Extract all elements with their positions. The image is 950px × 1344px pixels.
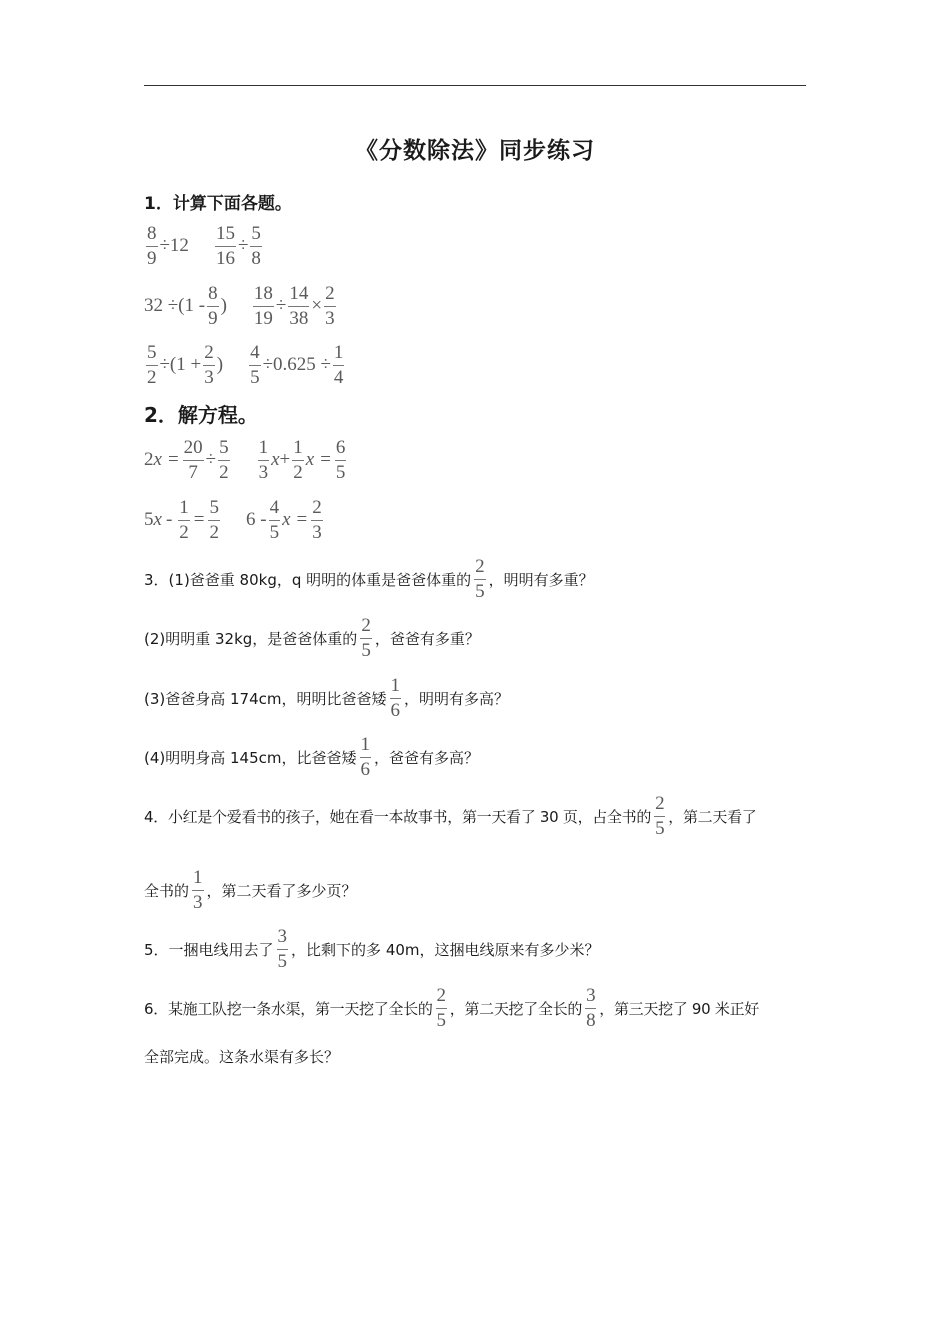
fraction: $\frac{5}{8}$ [251,223,261,269]
q3-part2: (2)明明重 32kg，是爸爸体重的 $\frac{2}{5}$ ，爸爸有多重？ [144,615,480,661]
fraction: $\frac{1}{4}$ [333,342,344,388]
q3-part3: (3)爸爸身高 174cm，明明比爸爸矮 $\frac{1}{6}$ ，明明有多高？ [144,675,510,721]
q6-line1: 6．某施工队挖一条水渠，第一天挖了全长的 $\frac{2}{5}$ ，第二天挖了全长的 $\frac{3}{8}$ ，第三天挖了 90 米正好 [144,985,759,1031]
fraction: $\frac{2}{5}$ [655,793,665,839]
fraction: $\frac{2}{3}$ [204,342,214,388]
q6-line2: 全部完成。这条水渠有多长？ [144,1048,340,1066]
fraction: $\frac{8}{9}$ [147,223,157,269]
fraction: $\frac{20}{7}$ [183,437,203,483]
fraction: $\frac{2}{5}$ [436,985,446,1031]
fraction: $\frac{18}{19}$ [253,283,273,329]
fraction: $\frac{14}{38}$ [289,283,309,329]
fraction: $\frac{1}{6}$ [360,734,371,780]
header-rule [144,85,806,86]
fraction: $\frac{1}{2}$ [179,497,189,543]
fraction: $\frac{1}{2}$ [293,437,303,483]
q5-line: 5．一捆电线用去了 $\frac{3}{5}$ ，比剩下的多 40m，这捆电线原来有多少米？ [144,926,600,972]
page-title: 《分数除法》同步练习 [355,138,595,164]
fraction: $\frac{3}{8}$ [586,985,596,1031]
q4-line2: 全书的 $\frac{1}{3}$ ，第二天看了多少页？ [144,867,357,913]
q2-row1: 2 x = $\frac{20}{7}$ ÷ $\frac{5}{2}$ $\frac{1}{3}$ x + $\frac{1}{2}$ x = $\frac{6}{5}$ [144,437,346,483]
fraction: $\frac{5}{2}$ [219,437,229,483]
fraction: $\frac{1}{3}$ [258,437,269,483]
q3-part1: 3．(1)爸爸重 80kg，q 明明的体重是爸爸体重的 $\frac{2}{5}$ ，明明有多重？ [144,556,594,602]
q1-row2: 32 ÷(1 - $\frac{8}{9}$ ) $\frac{18}{19}$ ÷ $\frac{14}{38}$ × $\frac{2}{3}$ [144,283,335,329]
q1-row1: $\frac{8}{9}$ ÷12 $\frac{15}{16}$ ÷ $\frac{5}{8}$ [147,223,261,269]
fraction: $\frac{5}{2}$ [147,342,157,388]
fraction: $\frac{8}{9}$ [208,283,218,329]
q2-heading: 2．解方程。 [144,403,258,427]
q3-part4: (4)明明身高 145cm，比爸爸矮 $\frac{1}{6}$ ，爸爸有多高？ [144,734,480,780]
fraction: $\frac{1}{6}$ [390,675,401,721]
fraction: $\frac{1}{3}$ [193,867,203,913]
fraction: $\frac{2}{3}$ [312,497,322,543]
q1-heading: 1．计算下面各题。 [144,194,292,214]
q4-line1: 4．小红是个爱看书的孩子，她在看一本故事书，第一天看了 30 页，占全书的 $\frac{2}{5}$ ，第二天看了 [144,793,757,839]
fraction: $\frac{15}{16}$ [215,223,235,269]
fraction: $\frac{2}{5}$ [475,556,485,602]
fraction: $\frac{2}{3}$ [325,283,335,329]
fraction: $\frac{3}{5}$ [277,926,288,972]
fraction: $\frac{5}{2}$ [209,497,219,543]
fraction: $\frac{4}{5}$ [269,497,280,543]
fraction: $\frac{4}{5}$ [250,342,260,388]
q1-row3: $\frac{5}{2}$ ÷(1 + $\frac{2}{3}$ ) $\frac{4}{5}$ ÷0.625 ÷ $\frac{1}{4}$ [147,342,344,388]
fraction: $\frac{2}{5}$ [361,615,371,661]
fraction: $\frac{6}{5}$ [335,437,346,483]
q2-row2: 5 x - $\frac{1}{2}$ = $\frac{5}{2}$ 6 - $\frac{4}{5}$ x = $\frac{2}{3}$ [144,497,322,543]
